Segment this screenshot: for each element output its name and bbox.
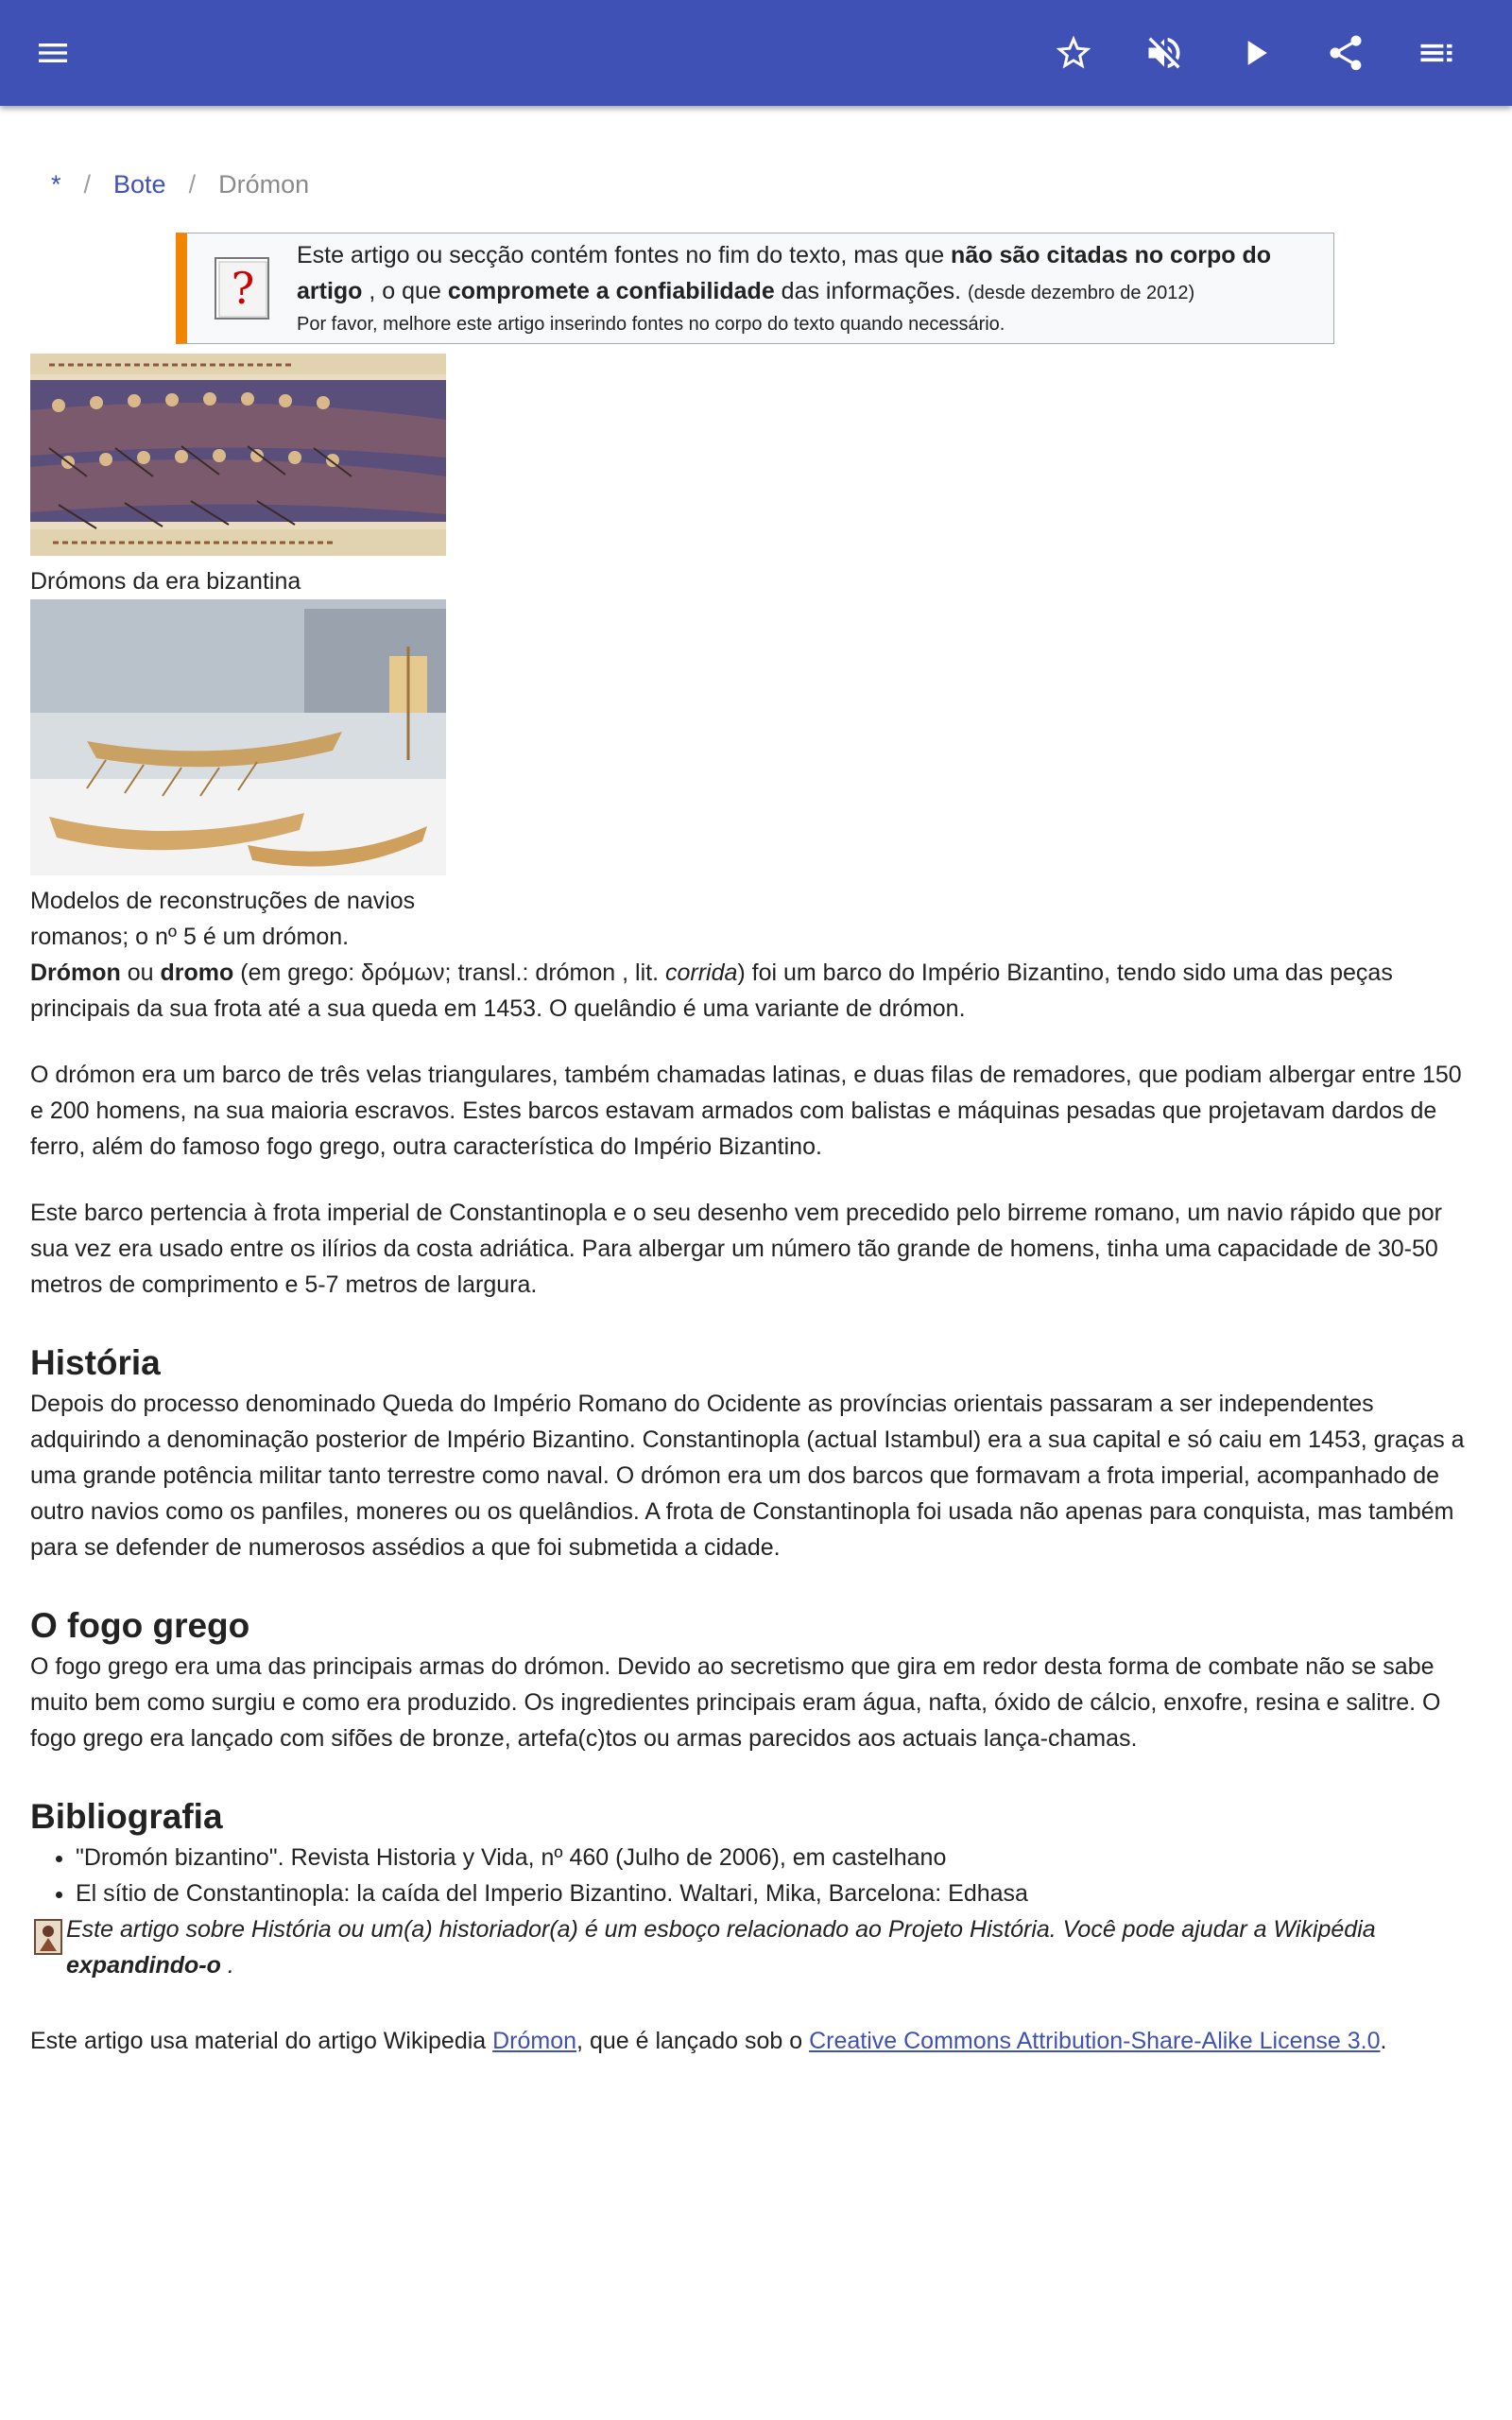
stub-text: . (220, 1952, 234, 1979)
history-stub-icon (34, 1919, 62, 1965)
caption-ship-models (30, 883, 1476, 955)
contents-icon[interactable] (1406, 23, 1467, 83)
notice-text-part: Este artigo ou secção contém fontes no fim do texto, mas que (297, 242, 952, 268)
intro-paragraph (30, 955, 1476, 1027)
notice-bold: compromete a confiabilidade (447, 278, 775, 304)
license-text: . (1380, 2028, 1387, 2054)
question-book-icon (214, 254, 272, 327)
license-text: , que é lançado sob o (576, 2028, 810, 2054)
caption-byzantine-dromons: Drómons da era bizantina (30, 568, 301, 595)
stub-expand-link[interactable]: expandindo-o (66, 1952, 221, 1979)
play-icon[interactable] (1225, 23, 1285, 83)
intro-text: ou (120, 959, 161, 986)
bibliography-list (30, 1840, 1476, 1911)
notice-text-part: das informações. (774, 278, 968, 304)
stub-text: Este artigo sobre História ou um(a) historiador(a) é um esboço relacionado ao Projeto História. Você pode ajudar a Wikipédia (66, 1916, 1376, 1943)
intro-text: (em grego: δρόμων; transl.: drómon , lit. (233, 959, 665, 986)
caption-ship-models-line: romanos; o nº 5 é um drómon. (30, 924, 350, 950)
paragraph-description: O drómon era um barco de três velas triangulares, também chamadas latinas, e duas filas de remadores, que podiam albergar entre 150 e 200 homens, na sua maioria escravos. Estes barcos estavam armados com balistas e máquinas pesadas que projetavam dardos de ferro, além do famoso fogo grego, outra característica do Império Bizantino. (30, 1062, 1462, 1160)
term-dromo: dromo (160, 959, 234, 986)
svg-text:?: ? (231, 263, 255, 314)
paragraph-fogo-grego: O fogo grego era uma das principais armas do drómon. Devido ao secretismo que gira em redor desta forma de combate não se sabe muito bem como surgiu e como era produzido. Os ingredientes principais eram água, nafta, óxido de cálcio, enxofre, resina e salitre. O fogo grego era lançado com sifões de bronze, artefa(c)tos ou armas parecidos aos actuais lança-chamas. (30, 1653, 1441, 1752)
notice-bold: não são citadas no corpo do artigo (297, 242, 1271, 304)
article-content (30, 142, 1476, 2089)
citation-notice (176, 233, 1334, 344)
term-corrida: corrida (664, 959, 738, 986)
paragraph-origin: Este barco pertencia à frota imperial de Constantinopla e o seu desenho vem precedido pelo birreme romano, um navio rápido que por sua vez era usado entre os ilírios da costa adriática. Para albergar um número tão grande de homens, tinha uma capacidade de 30-50 metros de comprimento e 5-7 metros de largura. (30, 1200, 1442, 1298)
menu-icon[interactable] (23, 23, 83, 83)
breadcrumb-separator: / (188, 170, 197, 199)
notice-text (297, 237, 1296, 337)
figure-ship-models (30, 599, 1476, 875)
breadcrumb-current: Drómon (218, 170, 310, 199)
license-link[interactable]: Creative Commons Attribution-Share-Alike License 3.0 (809, 2028, 1381, 2054)
breadcrumb (30, 142, 1476, 233)
share-icon[interactable] (1315, 23, 1376, 83)
figure-byzantine-dromons (30, 354, 1476, 556)
source-article-link[interactable]: Drómon (492, 2028, 577, 2054)
image-byzantine-dromons[interactable] (30, 354, 446, 556)
heading-historia: História (30, 1343, 161, 1382)
paragraph-historia: Depois do processo denominado Queda do Império Romano do Ocidente as províncias orientais passaram a ser independentes adquirindo a denominação posterior de Império Bizantino. Constantinopla (actual Istambul) era a sua capital e só caiu em 1453, graças a uma grande potência militar tanto terrestre como naval. O drómon era um dos barcos que formavam a frota imperial, acompanhado de outro navios como os panfiles, moneres ou os quelândios. A frota de Constantinopla foi usada não apenas para conquista, mas também para se defender de numerosos assédios a que foi submetida a cidade. (30, 1391, 1465, 1561)
term-dromon: Drómon (30, 959, 121, 986)
star-icon[interactable] (1043, 23, 1104, 83)
caption-ship-models-line: Modelos de reconstruções de navios (30, 888, 416, 914)
bibliography-item: • "Dromón bizantino". Revista Historia y Vida, nº 460 (Julho de 2006), em castelhano (76, 1840, 1476, 1876)
notice-text-part: , o que (362, 278, 448, 304)
notice-advice: Por favor, melhore este artigo inserindo fontes no corpo do texto quando necessário. (297, 314, 1005, 335)
stub-notice (30, 1911, 1476, 1983)
image-ship-models[interactable] (30, 599, 446, 875)
heading-fogo-grego: O fogo grego (30, 1606, 250, 1645)
bibliography-item: • El sítio de Constantinopla: la caída del Imperio Bizantino. Waltari, Mika, Barcelona: Edhasa (76, 1876, 1476, 1911)
volume-off-icon[interactable] (1134, 23, 1194, 83)
intro-text: ) foi um barco do Império Bizantino, tendo sido uma das peças principais da sua frota até a sua queda em 1453. O quelândio é uma variante de drómon. (30, 959, 1393, 1022)
license-text: Este artigo usa material do artigo Wikipedia (30, 2028, 493, 2054)
notice-date: (desde dezembro de 2012) (968, 283, 1195, 303)
license-footer (30, 2023, 1476, 2059)
breadcrumb-home[interactable]: * (51, 170, 61, 199)
breadcrumb-separator: / (83, 170, 92, 199)
app-toolbar (0, 0, 1512, 106)
heading-bibliografia: Bibliografia (30, 1797, 223, 1836)
breadcrumb-parent[interactable]: Bote (113, 170, 166, 199)
